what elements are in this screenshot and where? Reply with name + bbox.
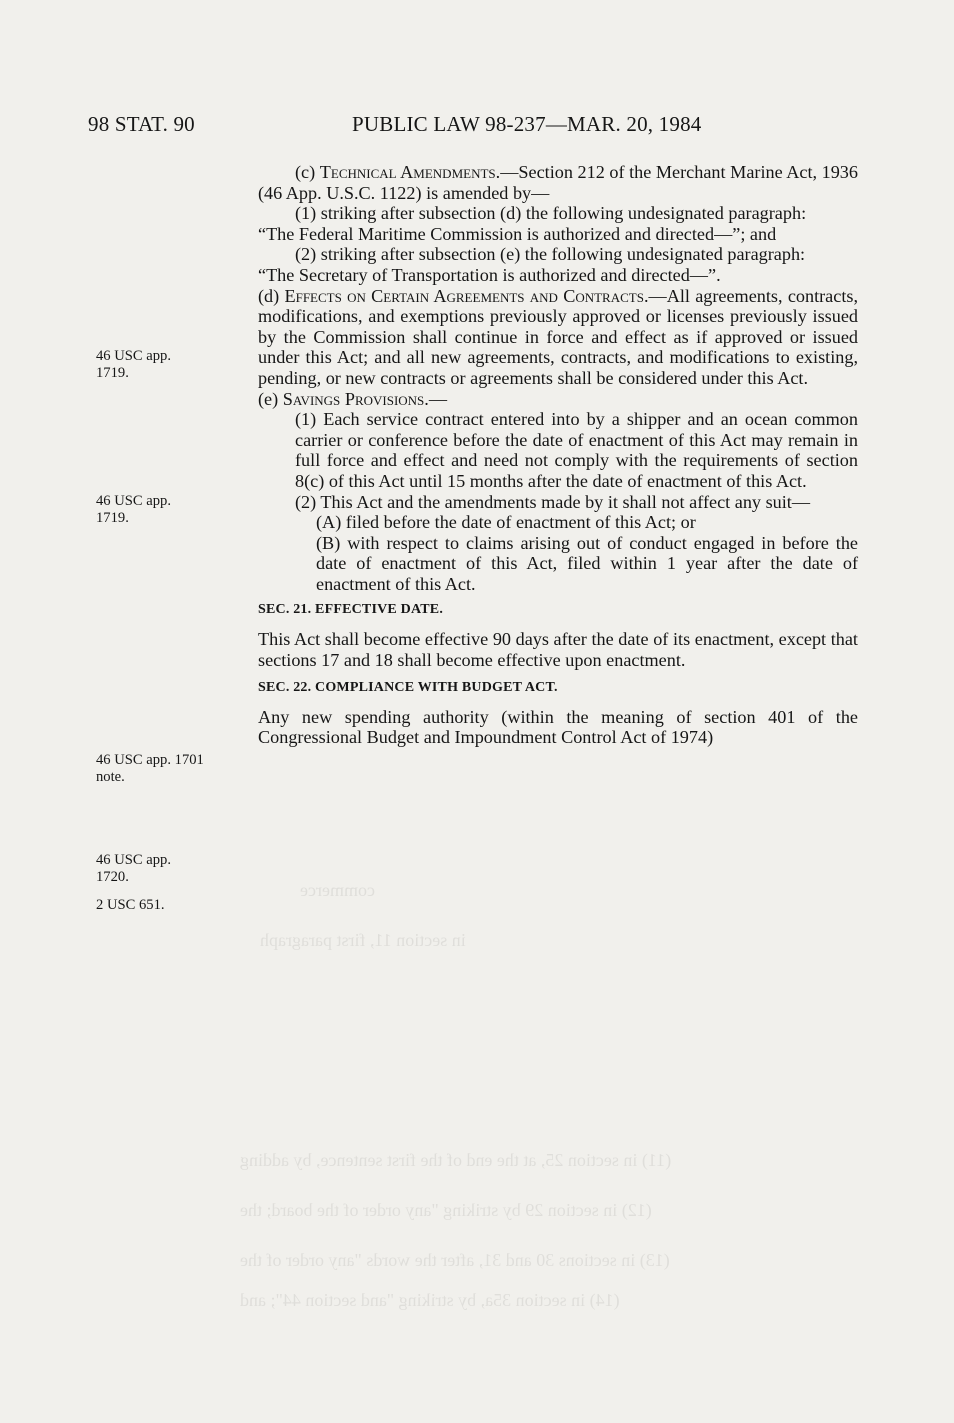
paragraph-e1: (1) Each service contract entered into by a shipper and an ocean common carrier or conference before the date of enactment of this Act may remain in full force and effect and need not comply with the requirements of section 8(c) of this Act until 15 months after the date of enactment of this Act.	[295, 409, 858, 491]
subsection-e	[258, 389, 858, 410]
show-through-bleed: commerce in section 11, first paragraph (11) in section 25, at the end of the first sentence, by adding (12) in section 29 by striking "any order of the board; the (13) in sections 30 and 31, after the words "any order of the (14) in section 35a, by striking "and section 44"; and	[240, 880, 672, 1310]
subsection-c-body: —Section 212 of the Merchant Marine Act, 1936 (46 App. U.S.C. 1122) is amended by—	[258, 162, 858, 203]
section-21-body: This Act shall become effective 90 days after the date of its enactment, except that sections 17 and 18 shall become effective upon enactment.	[258, 629, 858, 670]
margin-note-line: 46 USC app.	[96, 348, 171, 364]
margin-note-line: 1719.	[96, 365, 129, 381]
margin-note-line: 1720.	[96, 869, 129, 885]
margin-note-line: 46 USC app. 1701	[96, 752, 204, 768]
margin-note-d	[96, 348, 236, 382]
document-body	[258, 162, 858, 748]
clause-e-b: (B) with respect to claims arising out of conduct engaged in before the date of enactment of this Act, filed within 1 year after the date of enactment of this Act.	[316, 532, 858, 594]
paragraph-e2: (2) This Act and the amendments made by it shall not affect any suit—	[295, 491, 811, 512]
subsection-d-heading: Effects on Certain Agreements and Contracts.	[284, 285, 649, 306]
subsection-c-label: (c)	[295, 162, 320, 182]
subsection-e-dash: —	[428, 388, 448, 409]
subsection-d-label: (d)	[258, 285, 285, 306]
subsection-d	[258, 286, 858, 389]
subsection-e-heading: Savings Provisions.	[282, 388, 429, 409]
section-22-body: Any new spending authority (within the meaning of section 401 of the Congressional Budget and Impoundment Control Act of 1974)	[258, 706, 858, 748]
margin-note-line: note.	[96, 769, 125, 785]
margin-note-sec22	[96, 852, 236, 886]
subsection-c	[258, 162, 858, 203]
subsection-d-body: —All agreements, contracts, modifications, and exemptions previously approved or licenses previously issued by the Commission shall continue in force and effect as if approved or issued under this Act; and all new agreements, contracts, and modifications to existing, pending, or new contracts or agreements shall be considered under this Act.	[258, 285, 859, 388]
subsection-c-heading: Technical Amendments.	[319, 162, 501, 182]
section-21-heading: SEC. 21. EFFECTIVE DATE.	[258, 602, 444, 618]
quote-c2: “The Secretary of Transportation is authorized and directed—”.	[258, 264, 721, 285]
quote-c1: “The Federal Maritime Commission is authorized and directed—”; and	[258, 223, 777, 244]
margin-note-budget	[96, 897, 236, 914]
law-title: PUBLIC LAW 98-237—MAR. 20, 1984	[352, 112, 702, 136]
margin-note-e	[96, 493, 236, 527]
subsection-e-label: (e)	[258, 388, 283, 409]
margin-note-line: 46 USC app.	[96, 493, 171, 509]
margin-note-line: 1719.	[96, 510, 129, 526]
margin-note-line: 2 USC 651.	[96, 897, 165, 913]
page-header	[0, 112, 954, 142]
clause-e-a: (A) filed before the date of enactment of this Act; or	[316, 512, 696, 533]
paragraph-c1: (1) striking after subsection (d) the following undesignated paragraph:	[295, 203, 807, 224]
paragraph-c2: (2) striking after subsection (e) the following undesignated paragraph:	[295, 244, 806, 265]
stat-page-number: 98 STAT. 90	[88, 112, 195, 136]
margin-note-sec21	[96, 752, 236, 786]
margin-note-line: 46 USC app.	[96, 852, 171, 868]
section-22-heading: SEC. 22. COMPLIANCE WITH BUDGET ACT.	[258, 680, 558, 696]
